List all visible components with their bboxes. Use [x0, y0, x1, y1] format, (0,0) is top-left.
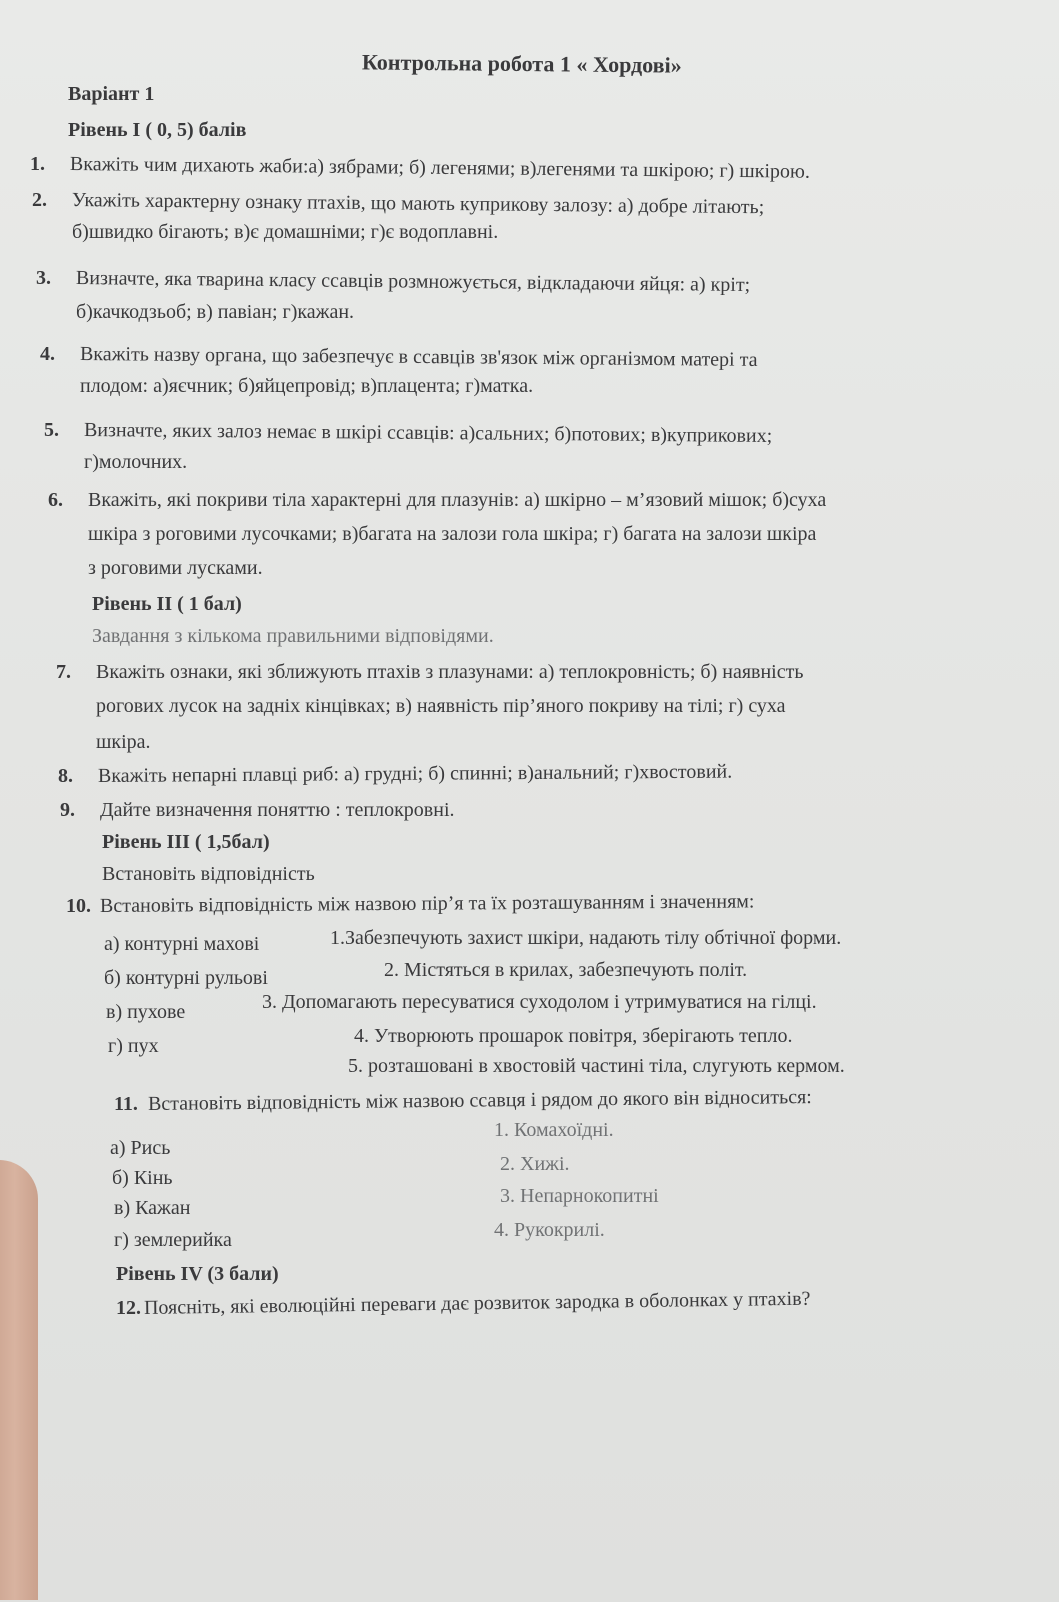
q10-left-item: б) контурні рульові [104, 967, 268, 989]
question-2-line-2: б)швидко бігають; в)є домашніми; г)є водоплавні. [72, 221, 499, 243]
question-number: 6. [48, 489, 63, 511]
question-10: Встановіть відповідність між назвою пір’я та їх розташуванням і значенням: [99, 890, 755, 917]
q10-right-item: 2. Містяться в крилах, забезпечують політ. [384, 959, 748, 981]
question-3-line-1: Визначте, яка тварина класу ссавців розмножується, відкладаючи яйця: а) кріт; [75, 267, 751, 297]
question-number: 9. [60, 799, 75, 821]
q11-right-item: 1. Комахоїдні. [494, 1119, 614, 1141]
question-6-line-3: з роговими лусками. [88, 557, 263, 579]
q10-left-item: а) контурні махові [104, 933, 260, 955]
question-6-line-2: шкіра з роговими лусочками; в)багата на залози гола шкіра; г) багата на залози шкіра [88, 523, 817, 545]
level2-heading: Рівень ІІ ( 1 бал) [92, 593, 242, 615]
question-number: 11. [114, 1093, 138, 1115]
question-7-line-2: рогових лусок на задніх кінцівках; в) наявність пір’яного покриву на тілі; г) суха [96, 695, 786, 717]
question-6-line-1: Вкажіть, які покриви тіла характерні для плазунів: а) шкірно – м’язовий мішок; б)суха [88, 489, 827, 511]
question-7-line-3: шкіра. [96, 731, 151, 753]
q11-right-item: 2. Хижі. [500, 1153, 570, 1175]
q10-right-item: 5. розташовані в хвостовій частині тіла, слугують кермом. [348, 1055, 845, 1077]
question-2-line-1: Укажіть характерну ознаку птахів, що мають куприкову залозу: а) добре літають; [71, 189, 765, 219]
question-5-line-1: Визначте, яких залоз немає в шкірі ссавців: а)сальних; б)потових; в)куприкових; [83, 419, 773, 448]
question-7-line-1: Вкажіть ознаки, які зближують птахів з плазунами: а) теплокровність; б) наявність [96, 661, 804, 683]
q10-left-item: в) пухове [106, 1001, 186, 1023]
q11-right-item: 4. Рукокрилі. [494, 1219, 605, 1241]
question-11: Встановіть відповідність між назвою ссавця і рядом до якого він відноситься: [147, 1086, 812, 1115]
question-number: 12. [116, 1297, 141, 1319]
level1-heading: Рівень І ( 0, 5) балів [68, 119, 247, 141]
question-1: Вкажіть чим дихають жаби:а) зябрами; б) легенями; в)легенями та шкірою; г) шкірою. [69, 153, 811, 183]
question-number: 8. [58, 765, 73, 787]
question-8: Вкажіть непарні плавці риб: а) грудні; б) спинні; в)анальний; г)хвостовий. [97, 760, 733, 787]
q11-left-item: г) землерийка [114, 1229, 232, 1251]
q10-right-item: 3. Допомагають пересуватися суходолом і утримуватися на гілці. [262, 991, 817, 1013]
question-5-line-2: г)молочних. [84, 451, 188, 473]
level2-note: Завдання з кількома правильними відповідями. [92, 625, 494, 647]
q11-right-item: 3. Непарнокопитні [500, 1185, 659, 1207]
question-number: 10. [66, 895, 91, 917]
question-number: 3. [36, 267, 51, 289]
q10-left-item: г) пух [108, 1035, 159, 1057]
question-number: 7. [56, 661, 71, 683]
q10-right-item: 4. Утворюють прошарок повітря, зберігають тепло. [354, 1025, 793, 1047]
q11-left-item: а) Рись [110, 1137, 171, 1159]
level4-heading: Рівень IV (3 бали) [116, 1263, 279, 1285]
page-title: Контрольна робота 1 « Хордові» [361, 49, 682, 78]
level3-note: Встановіть відповідність [102, 863, 315, 885]
variant-label: Варіант 1 [68, 83, 155, 105]
question-4-line-2: плодом: а)яєчник; б)яйцепровід; в)плацента; г)матка. [80, 375, 534, 397]
question-number: 5. [44, 419, 59, 441]
q11-left-item: б) Кінь [112, 1167, 173, 1189]
question-12: Поясніть, які еволюційні переваги дає розвиток зародка в оболонках у птахів? [143, 1287, 811, 1319]
level3-heading: Рівень ІІІ ( 1,5бал) [102, 831, 270, 853]
question-number: 2. [32, 189, 47, 211]
q11-left-item: в) Кажан [114, 1197, 191, 1219]
question-3-line-2: б)качкодзьоб; в) павіан; г)кажан. [76, 301, 355, 323]
question-9: Дайте визначення поняттю : теплокровні. [100, 799, 455, 821]
question-number: 1. [30, 153, 45, 175]
q10-right-item: 1.Забезпечують захист шкіри, надають тілу обтічної форми. [330, 927, 842, 949]
question-number: 4. [40, 343, 55, 365]
thumb [0, 1160, 38, 1600]
question-4-line-1: Вкажіть назву органа, що забезпечує в ссавців зв'язок між організмом матері та [79, 343, 758, 371]
